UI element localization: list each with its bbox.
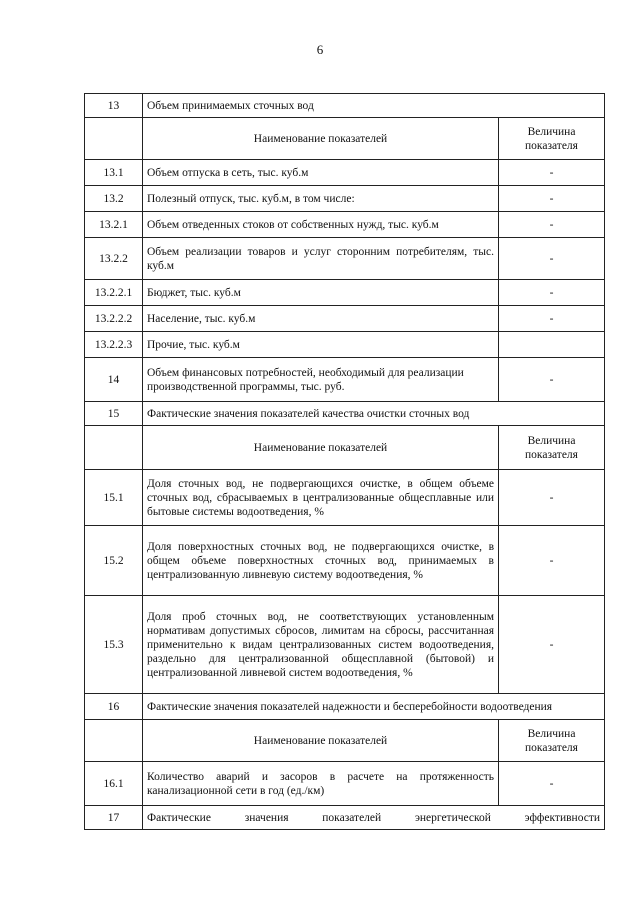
row-number: 13.2: [85, 186, 143, 212]
row-value: -: [499, 160, 605, 186]
header-name: Наименование показателей: [143, 426, 499, 470]
row-number: 17: [85, 806, 143, 830]
row-value: -: [499, 186, 605, 212]
row-value: -: [499, 358, 605, 402]
row-description: Объем отведенных стоков от собственных нужд, тыс. куб.м: [143, 212, 499, 238]
row-description: Прочие, тыс. куб.м: [143, 332, 499, 358]
row-number: 15.3: [85, 596, 143, 694]
row-description: Объем финансовых потребностей, необходимый для реализации производственной программы, тыс. руб.: [143, 358, 499, 402]
table-row: [85, 470, 605, 526]
row-value: -: [499, 280, 605, 306]
section-row: [85, 806, 605, 830]
row-number: 14: [85, 358, 143, 402]
empty-cell: [85, 118, 143, 160]
row-description: Доля поверхностных сточных вод, не подвергающихся очистке, в общем объеме поверхностных сточных вод, принимаемых в централизованную ливневую систему водоотведения, %: [143, 526, 499, 596]
row-value: -: [499, 526, 605, 596]
row-number: 15.1: [85, 470, 143, 526]
row-number: 16.1: [85, 762, 143, 806]
row-number: 13.2.2.3: [85, 332, 143, 358]
row-description: Доля сточных вод, не подвергающихся очистке, в общем объеме сточных вод, сбрасываемых в централизованные общесплавные или бытовые системы водоотведения, %: [143, 470, 499, 526]
table-row: [85, 306, 605, 332]
row-number: 13.2.2: [85, 238, 143, 280]
section-row: [85, 694, 605, 720]
section-title: Объем принимаемых сточных вод: [143, 94, 605, 118]
table-row: [85, 358, 605, 402]
row-number: 13.1: [85, 160, 143, 186]
row-value: -: [499, 212, 605, 238]
table-row: [85, 212, 605, 238]
table-row: [85, 186, 605, 212]
row-value: -: [499, 306, 605, 332]
row-value: [499, 332, 605, 358]
row-value: -: [499, 238, 605, 280]
row-number: 13: [85, 94, 143, 118]
empty-cell: [85, 426, 143, 470]
table-row: [85, 526, 605, 596]
row-number: 16: [85, 694, 143, 720]
row-description: Полезный отпуск, тыс. куб.м, в том числе:: [143, 186, 499, 212]
row-value: -: [499, 762, 605, 806]
row-description: Население, тыс. куб.м: [143, 306, 499, 332]
header-row: [85, 118, 605, 160]
row-number: 15.2: [85, 526, 143, 596]
header-row: [85, 426, 605, 470]
section-row: [85, 402, 605, 426]
table-row: [85, 160, 605, 186]
header-value: Величина показателя: [499, 118, 605, 160]
row-description: Объем реализации товаров и услуг сторонним потребителям, тыс. куб.м: [143, 238, 499, 280]
table-row: [85, 762, 605, 806]
row-number: 13.2.2.2: [85, 306, 143, 332]
header-value: Величина показателя: [499, 720, 605, 762]
table-row: [85, 332, 605, 358]
indicators-table: [84, 93, 605, 830]
row-value: -: [499, 596, 605, 694]
row-number: 13.2.2.1: [85, 280, 143, 306]
header-name: Наименование показателей: [143, 118, 499, 160]
row-description: Доля проб сточных вод, не соответствующих установленным нормативам допустимых сбросов, лимитам на сбросы, рассчитанная применительно к видам централизованных систем водоотведения, раздельно для централизованной общесплавной (бытовой) и централизованной ливневой систем водоотведения, %: [143, 596, 499, 694]
section-title: Фактические значения показателей энергетической эффективности: [143, 806, 605, 830]
empty-cell: [85, 720, 143, 762]
page-number: 6: [316, 42, 324, 57]
section-title: Фактические значения показателей качества очистки сточных вод: [143, 402, 605, 426]
row-value: -: [499, 470, 605, 526]
header-row: [85, 720, 605, 762]
header-value: Величина показателя: [499, 426, 605, 470]
header-name: Наименование показателей: [143, 720, 499, 762]
section-row: [85, 94, 605, 118]
row-description: Бюджет, тыс. куб.м: [143, 280, 499, 306]
row-description: Количество аварий и засоров в расчете на протяженность канализационной сети в год (ед./км): [143, 762, 499, 806]
row-description: Объем отпуска в сеть, тыс. куб.м: [143, 160, 499, 186]
table-row: [85, 280, 605, 306]
section-title: Фактические значения показателей надежности и бесперебойности водоотведения: [143, 694, 605, 720]
table-row: [85, 238, 605, 280]
row-number: 15: [85, 402, 143, 426]
table-row: [85, 596, 605, 694]
row-number: 13.2.1: [85, 212, 143, 238]
